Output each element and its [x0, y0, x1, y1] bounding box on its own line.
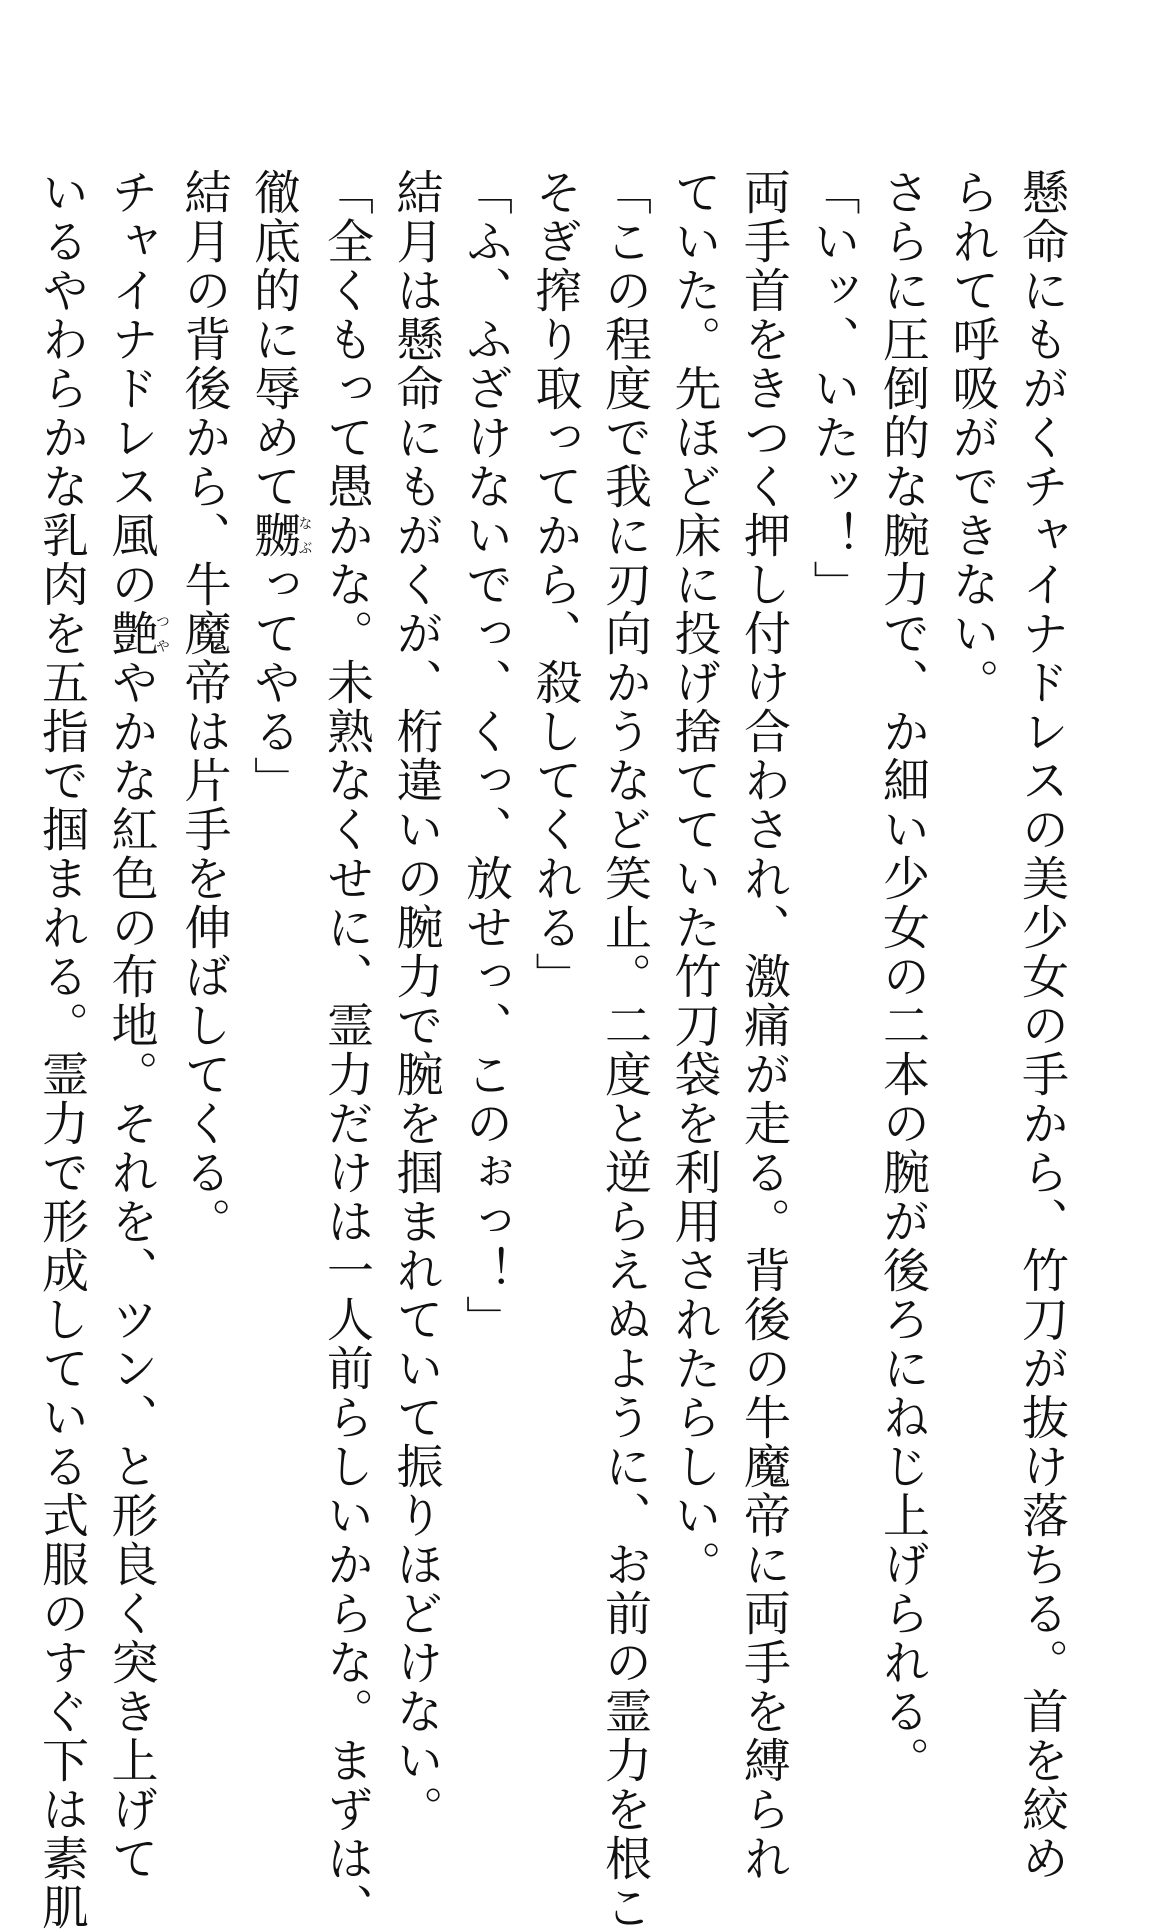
text-line: 「いッ、いたッ！」	[805, 168, 861, 609]
text-line: 結月は懸命にもがくが、桁違いの腕力で腕を掴まれていて振りほどけない。	[388, 168, 444, 1834]
text-line: られて呼吸ができない。	[944, 168, 1000, 707]
ruby-base: 艶	[103, 609, 159, 658]
text-line: 懸命にもがくチャイナドレスの美少女の手から、竹刀が抜け落ちる。首を絞め	[1014, 168, 1069, 1883]
text-line: 結月の背後から、牛魔帝は片手を伸ばしてくる。	[176, 168, 232, 1246]
text-line: ていた。先ほど床に投げ捨てていた竹刀袋を利用されたらしい。	[666, 168, 722, 1589]
text-line: 「ふ、ふざけないでっ、くっ、放せっ、このぉっ！」	[458, 168, 513, 1344]
text-line: 「全くもって愚かな。未熟なくせに、霊力だけは一人前らしいからな。まずは、	[319, 168, 374, 1932]
text-line-with-ruby	[239, 168, 312, 1608]
ruby-annotation	[103, 609, 170, 658]
text-line-with-ruby	[96, 168, 170, 1883]
text-line: いるやわらかな乳肉を五指で掴まれる。霊力で形成している式服のすぐ下は素肌	[34, 168, 89, 1932]
text-line: そぎ搾り取ってから、殺してくれる」	[527, 168, 583, 1001]
text-line: 両手首をきつく押し付け合わされ、激痛が走る。背後の牛魔帝に両手を縛られ	[736, 168, 791, 1883]
text-segment: ってやる」	[246, 560, 301, 805]
text-line: 「この程度で我に刃向かうなど笑止。二度と逆らえぬように、お前の霊力を根こ	[597, 168, 652, 1932]
ruby-reading: つや	[154, 609, 170, 658]
text-line: さらに圧倒的な腕力で、か細い少女の二本の腕が後ろにねじ上げられる。	[875, 168, 930, 1785]
text-segment: チャイナドレス風の	[103, 168, 159, 609]
vertical-text-block	[27, 168, 1077, 1932]
ruby-reading: なぶ	[296, 511, 313, 560]
ruby-annotation	[246, 511, 313, 560]
text-segment: やかな紅色の布地。それを、ツン、と形良く突き上げて	[103, 658, 159, 1883]
ruby-base: 嬲	[246, 511, 301, 560]
text-segment: 徹底的に辱めて	[246, 168, 301, 511]
